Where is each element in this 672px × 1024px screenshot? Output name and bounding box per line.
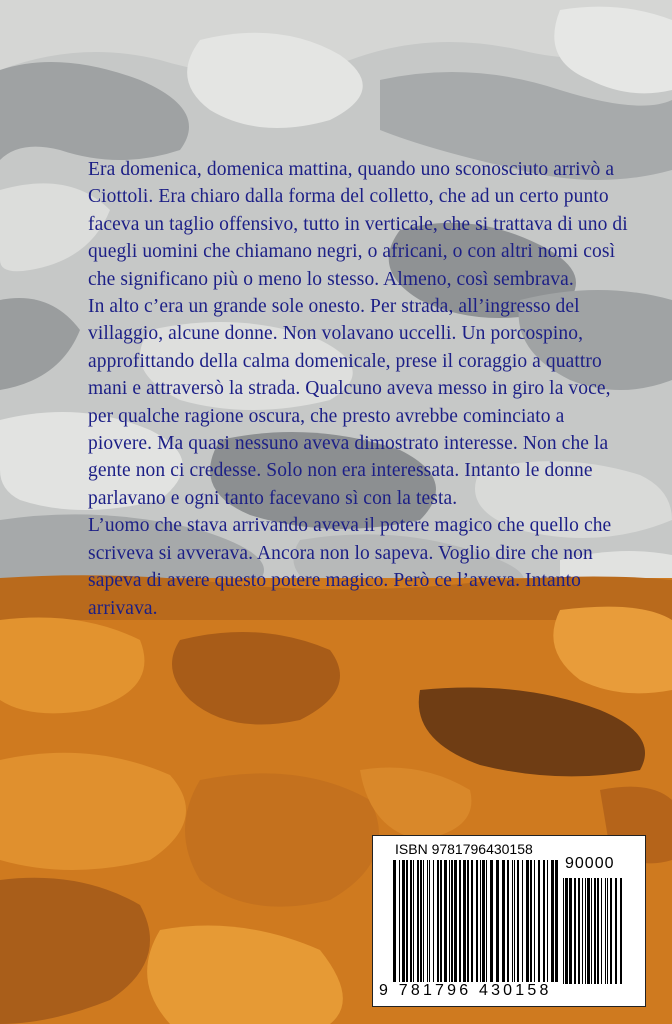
blurb-paragraph: Era domenica, domenica mattina, quando uno sconosciuto arrivò a Ciottoli. Era chiaro dalla forma del colletto, che ad un certo punto faceva un taglio offensivo, tutto in verticale, che si trattava di uno di quegli uomini che chiamano negri, o africani, o con altri nomi così che significano più o meno lo stesso. Almeno, così sembrava.: [88, 159, 628, 290]
barcode-digits: 9 781796 430158: [379, 982, 559, 1000]
blurb-paragraph: L’uomo che stava arrivando aveva il potere magico che quello che scriveva si avverava. Ancora non lo sapeva. Voglio dire che non sapeva di avere questo potere magico. Però ce l’aveva. Intanto arrivava.: [88, 515, 612, 619]
barcode-addon-number: 90000: [565, 855, 615, 872]
addon-barcode-bars: [563, 878, 623, 984]
isbn-label: ISBN 9781796430158: [395, 841, 533, 857]
blurb-paragraph: In alto c’era un grande sole onesto. Per strada, all’ingresso del villaggio, alcune donne. Non volavano uccelli. Un porcospino, approfittando della calma domenicale, prese il coraggio a quattro mani e attraversò la strada. Qualcuno aveva messo in giro la voce, per qualche ragione oscura, che presto avrebbe cominciato a piovere. Ma quasi nessuno aveva dimostrato interesse. Non che la gente non ci credesse. Solo non era interessata. Intanto le donne parlavano e ogni tanto facevano sì con la testa.: [88, 296, 611, 509]
isbn-barcode: [372, 835, 646, 1007]
ean-barcode-bars: [393, 860, 559, 984]
back-cover-blurb: [88, 156, 628, 622]
